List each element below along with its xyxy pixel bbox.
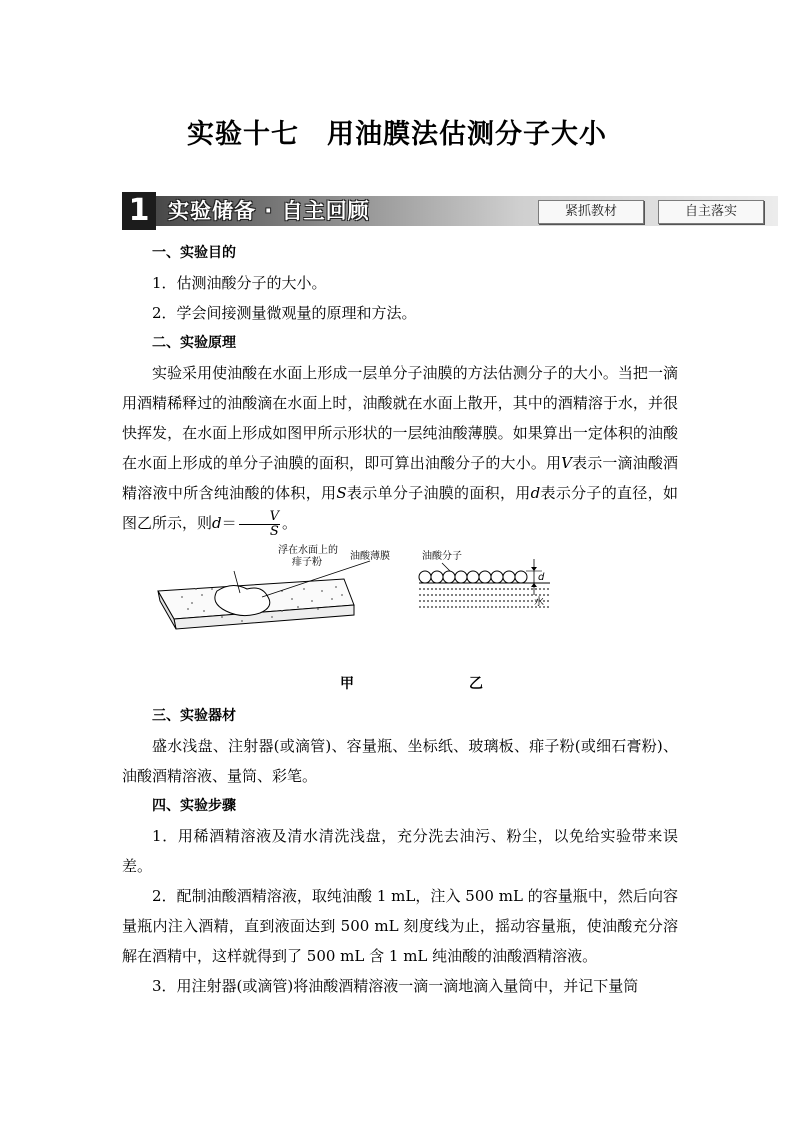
var-s: S [336,484,347,502]
step-3: 3．用注射器(或滴管)将油酸酒精溶液一滴一滴地滴入量筒中，并记下量筒 [152,976,639,995]
document-body [122,238,678,1001]
equipment-text: 盛水浅盘、注射器(或滴管)、容量瓶、坐标纸、玻璃板、痱子粉(或细石膏粉)、油酸酒精溶液、量筒、彩笔。 [122,736,678,785]
section-header [122,192,778,230]
purpose-item-1: 1．估测油酸分子的大小。 [152,274,327,292]
principle-paragraph [122,358,678,539]
label-d: d [538,571,545,583]
heading-principle: 二、实验原理 [152,335,236,351]
page-title: 实验十七 用油膜法估测分子大小 [187,119,607,150]
molecule-layer-drawing [419,559,550,607]
label-powder-line2: 痱子粉 [292,556,322,568]
section-label: 实验储备 · 自主回顾 [168,199,370,223]
figure-illustration [122,539,678,701]
fraction-numerator: V [239,510,280,525]
formula-lhs: d [212,514,222,532]
heading-purpose: 一、实验目的 [152,245,236,261]
tray-drawing [158,561,370,629]
label-powder-line1: 浮在水面上的 [278,544,338,556]
label-oil-film: 油酸薄膜 [350,550,390,562]
step-2: 2．配制油酸酒精溶液，取纯油酸 1 mL，注入 500 mL 的容量瓶中，然后向容量瓶内注入酒精，直到液面达到 500 mL 刻度线为止，摇动容量瓶，使油酸充分溶解在酒精中，这样就得到了 500 mL 含 1 mL 纯油酸的油酸酒精溶液。 [122,886,678,965]
principle-text-5: 。 [282,514,298,532]
var-v: V [561,454,572,472]
principle-text-4: 表示分子的直径，如图乙所示，则 [122,484,678,532]
var-d: d [530,484,541,502]
formula-fraction [239,510,280,539]
tag-self-study: 自主落实 [658,200,764,224]
section-number: 1 [122,192,156,230]
principle-text-3: 表示单分子油膜的面积，用 [346,484,531,502]
principle-text-2: 表示一滴油酸酒精溶液中所含纯油酸的体积，用 [122,454,678,502]
purpose-item-2: 2．学会间接测量微观量的原理和方法。 [152,304,417,322]
label-oil-molecule: 油酸分子 [422,550,462,562]
caption-jia: 甲 [340,675,354,692]
principle-text-1: 实验采用使油酸在水面上形成一层单分子油膜的方法估测分子的大小。当把一滴用酒精稀释过的油酸滴在水面上时，油酸就在水面上散开，其中的酒精溶于水，并很快挥发，在水面上形成如图甲所示形状的一层纯油酸薄膜。如果算出一定体积的油酸在水面上形成的单分子油膜的面积，即可算出油酸分子的大小。用 [122,364,678,472]
caption-yi: 乙 [469,675,483,692]
figure-oil-film [122,539,678,701]
step-1: 1．用稀酒精溶液及清水清洗浅盘，充分洗去油污、粉尘，以免给实验带来误差。 [122,826,678,875]
heading-equipment: 三、实验器材 [152,707,236,724]
tag-textbook: 紧抓教材 [538,200,644,224]
formula-eq: ＝ [221,514,237,532]
fraction-denominator: S [269,523,279,539]
heading-steps: 四、实验步骤 [152,797,236,814]
label-water: 水 [534,596,544,608]
